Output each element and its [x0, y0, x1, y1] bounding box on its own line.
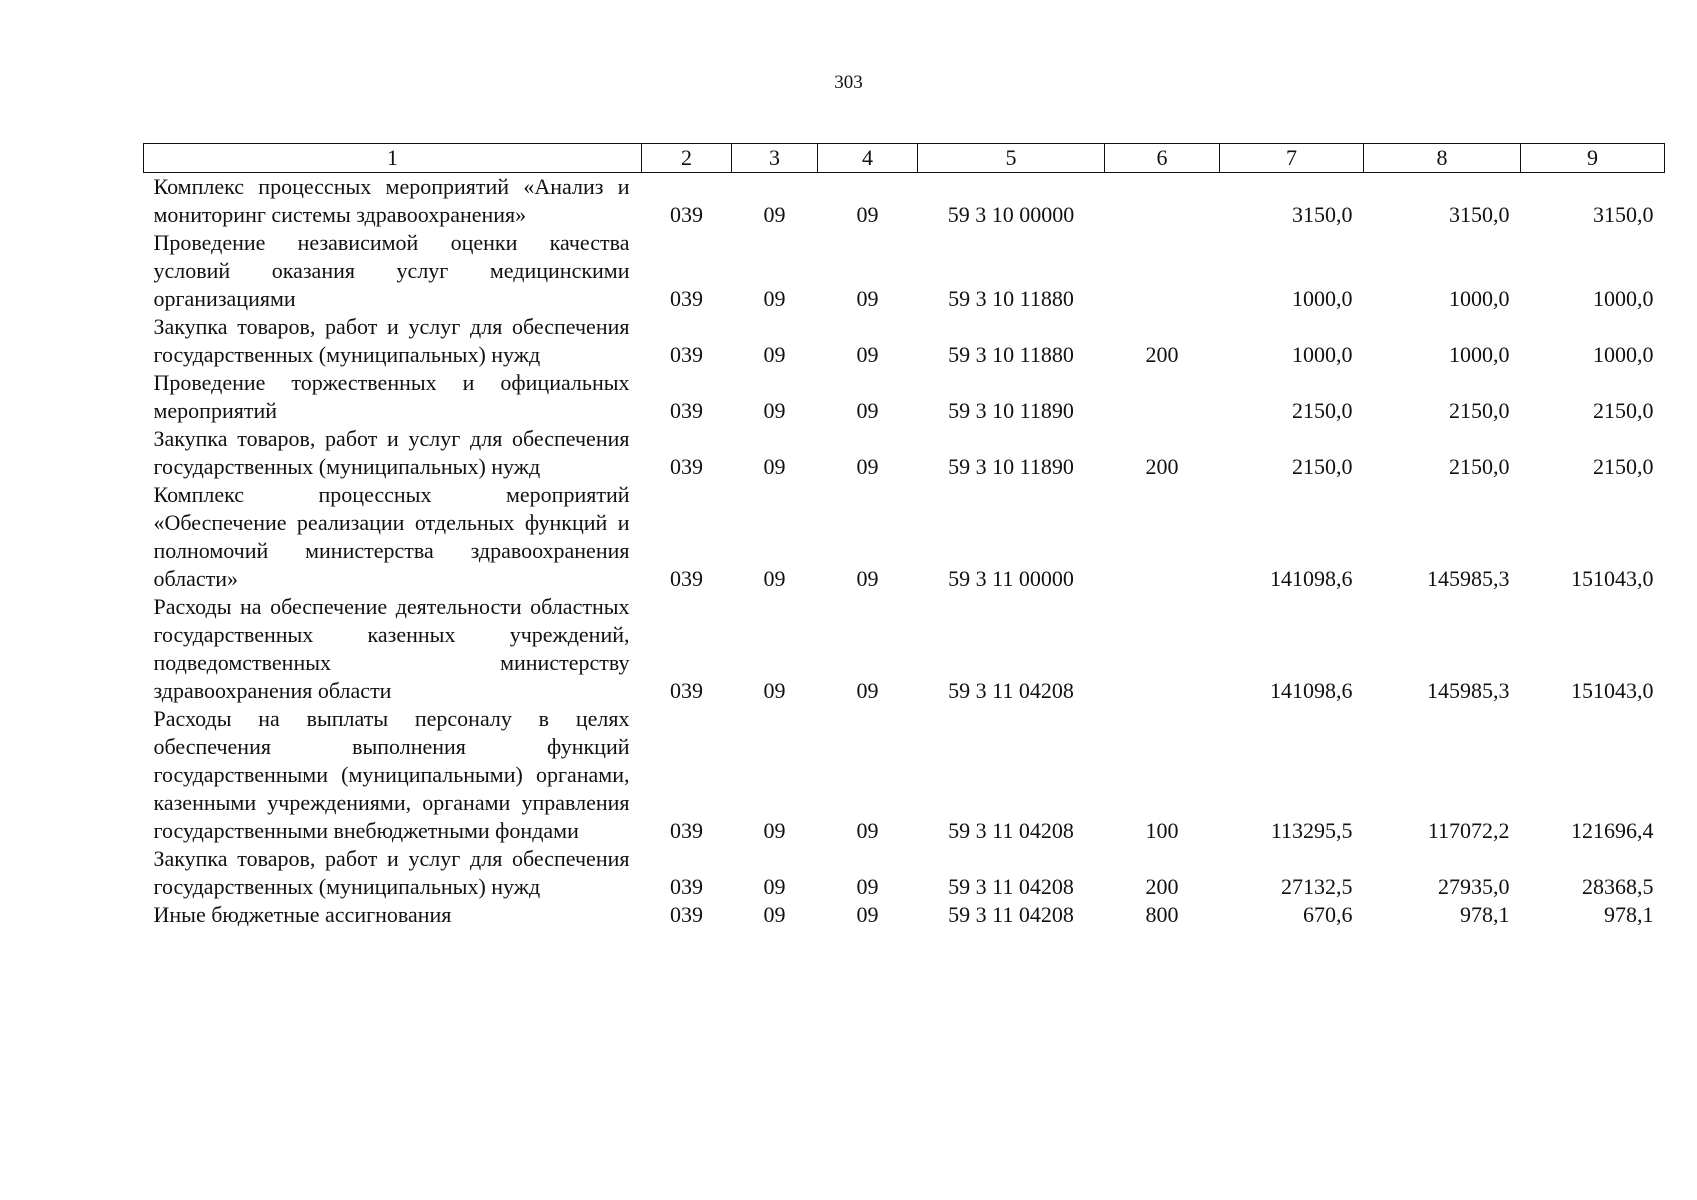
column-header: 1	[144, 144, 642, 173]
cell-expense-type	[1105, 369, 1220, 425]
cell-ministry-code: 039	[670, 566, 703, 591]
column-header: 2	[642, 144, 732, 173]
cell-target-article: 59 3 11 00000	[948, 566, 1074, 591]
cell-amount-9: 121696,4	[1571, 818, 1654, 843]
cell-subsection: 09	[856, 202, 879, 227]
cell-amount-8: 1000,0	[1449, 286, 1510, 311]
row-name: Иные бюджетные ассигнования	[153, 902, 452, 927]
row-name: Закупка товаров, работ и услуг для обеспечения государственных (муниципальных) нужд	[153, 846, 630, 899]
cell-section: 09	[763, 902, 786, 927]
table-row	[144, 481, 1665, 593]
cell-amount-7: 1000,0	[1292, 286, 1353, 311]
cell-target-article: 59 3 10 11880	[948, 342, 1074, 367]
cell-amount-8: 145985,3	[1427, 678, 1510, 703]
row-name: Проведение независимой оценки качества условий оказания услуг медицинскими организациями	[153, 230, 630, 311]
row-name: Комплекс процессных мероприятий «Анализ и мониторинг системы здравоохранения»	[153, 174, 630, 227]
cell-ministry-code: 039	[670, 818, 703, 843]
cell-ministry-code: 039	[670, 398, 703, 423]
cell-amount-7: 27132,5	[1281, 874, 1353, 899]
cell-ministry-code: 039	[670, 874, 703, 899]
cell-amount-8: 2150,0	[1449, 454, 1510, 479]
cell-ministry-code: 039	[670, 902, 703, 927]
cell-target-article: 59 3 10 11880	[948, 286, 1074, 311]
cell-section: 09	[763, 678, 786, 703]
cell-amount-9: 28368,5	[1582, 874, 1654, 899]
cell-amount-8: 2150,0	[1449, 398, 1510, 423]
column-header: 4	[818, 144, 918, 173]
cell-amount-8: 978,1	[1460, 902, 1510, 927]
cell-ministry-code: 039	[670, 342, 703, 367]
cell-target-article: 59 3 11 04208	[948, 874, 1074, 899]
cell-ministry-code: 039	[670, 202, 703, 227]
cell-amount-7: 2150,0	[1292, 398, 1353, 423]
table-row	[144, 229, 1665, 313]
cell-subsection: 09	[856, 902, 879, 927]
table-row	[144, 593, 1665, 705]
cell-amount-7: 2150,0	[1292, 454, 1353, 479]
cell-section: 09	[763, 286, 786, 311]
cell-target-article: 59 3 11 04208	[948, 678, 1074, 703]
cell-amount-7: 141098,6	[1270, 678, 1353, 703]
table-row	[144, 173, 1665, 230]
cell-amount-7: 141098,6	[1270, 566, 1353, 591]
cell-expense-type	[1105, 481, 1220, 593]
table-row	[144, 369, 1665, 425]
row-name: Расходы на выплаты персоналу в целях обеспечения выполнения функций государственными (муниципальными) органами, казенными учреждениями, органами управления государственными внебюджетными фондами	[153, 706, 630, 843]
row-name: Закупка товаров, работ и услуг для обеспечения государственных (муниципальных) нужд	[153, 314, 630, 367]
cell-section: 09	[763, 398, 786, 423]
cell-subsection: 09	[856, 286, 879, 311]
cell-expense-type	[1105, 173, 1220, 230]
cell-subsection: 09	[856, 566, 879, 591]
column-header: 3	[732, 144, 818, 173]
column-header: 8	[1364, 144, 1521, 173]
cell-amount-7: 670,6	[1303, 902, 1353, 927]
table-header-row	[144, 144, 1665, 173]
cell-ministry-code: 039	[670, 454, 703, 479]
table-row	[144, 705, 1665, 845]
cell-amount-9: 2150,0	[1593, 398, 1654, 423]
cell-amount-9: 1000,0	[1593, 286, 1654, 311]
page-number: 303	[834, 72, 863, 93]
cell-expense-type: 200	[1145, 874, 1179, 899]
cell-amount-8: 117072,2	[1427, 818, 1510, 843]
table-row	[144, 845, 1665, 901]
cell-subsection: 09	[856, 342, 879, 367]
cell-subsection: 09	[856, 678, 879, 703]
cell-amount-9: 151043,0	[1571, 566, 1654, 591]
cell-subsection: 09	[856, 454, 879, 479]
cell-section: 09	[763, 818, 786, 843]
cell-ministry-code: 039	[670, 286, 703, 311]
cell-expense-type: 200	[1145, 342, 1179, 367]
column-header: 6	[1105, 144, 1220, 173]
cell-subsection: 09	[856, 874, 879, 899]
column-header: 5	[918, 144, 1105, 173]
column-header: 9	[1521, 144, 1665, 173]
cell-amount-9: 3150,0	[1593, 202, 1654, 227]
cell-target-article: 59 3 10 11890	[948, 454, 1074, 479]
table-row	[144, 313, 1665, 369]
cell-expense-type	[1105, 593, 1220, 705]
cell-section: 09	[763, 566, 786, 591]
table-row	[144, 425, 1665, 481]
cell-subsection: 09	[856, 818, 879, 843]
row-name: Комплекс процессных мероприятий «Обеспечение реализации отдельных функций и полномочий министерства здравоохранения области»	[153, 482, 630, 591]
cell-section: 09	[763, 454, 786, 479]
cell-target-article: 59 3 11 04208	[948, 818, 1074, 843]
cell-amount-8: 3150,0	[1449, 202, 1510, 227]
cell-section: 09	[763, 202, 786, 227]
cell-section: 09	[763, 874, 786, 899]
cell-amount-9: 978,1	[1604, 902, 1654, 927]
budget-table	[143, 143, 1665, 929]
cell-amount-7: 3150,0	[1292, 202, 1353, 227]
cell-target-article: 59 3 10 00000	[947, 202, 1075, 227]
row-name: Расходы на обеспечение деятельности областных государственных казенных учреждений, подведомственных министерству здравоохранения области	[153, 594, 630, 703]
cell-expense-type	[1105, 229, 1220, 313]
cell-amount-8: 1000,0	[1449, 342, 1510, 367]
cell-target-article: 59 3 10 11890	[948, 398, 1074, 423]
cell-expense-type: 800	[1145, 902, 1179, 927]
cell-expense-type: 200	[1145, 454, 1179, 479]
cell-amount-9: 1000,0	[1593, 342, 1654, 367]
cell-target-article: 59 3 11 04208	[948, 902, 1074, 927]
cell-ministry-code: 039	[670, 678, 703, 703]
cell-amount-7: 113295,5	[1270, 818, 1353, 843]
cell-amount-9: 2150,0	[1593, 454, 1654, 479]
row-name: Проведение торжественных и официальных мероприятий	[153, 370, 630, 423]
cell-amount-8: 27935,0	[1438, 874, 1510, 899]
cell-subsection: 09	[856, 398, 879, 423]
table-row	[144, 901, 1665, 929]
cell-amount-9: 151043,0	[1571, 678, 1654, 703]
cell-amount-7: 1000,0	[1292, 342, 1353, 367]
cell-amount-8: 145985,3	[1427, 566, 1510, 591]
row-name: Закупка товаров, работ и услуг для обеспечения государственных (муниципальных) нужд	[153, 426, 630, 479]
column-header: 7	[1220, 144, 1364, 173]
cell-section: 09	[763, 342, 786, 367]
cell-expense-type: 100	[1145, 818, 1179, 843]
